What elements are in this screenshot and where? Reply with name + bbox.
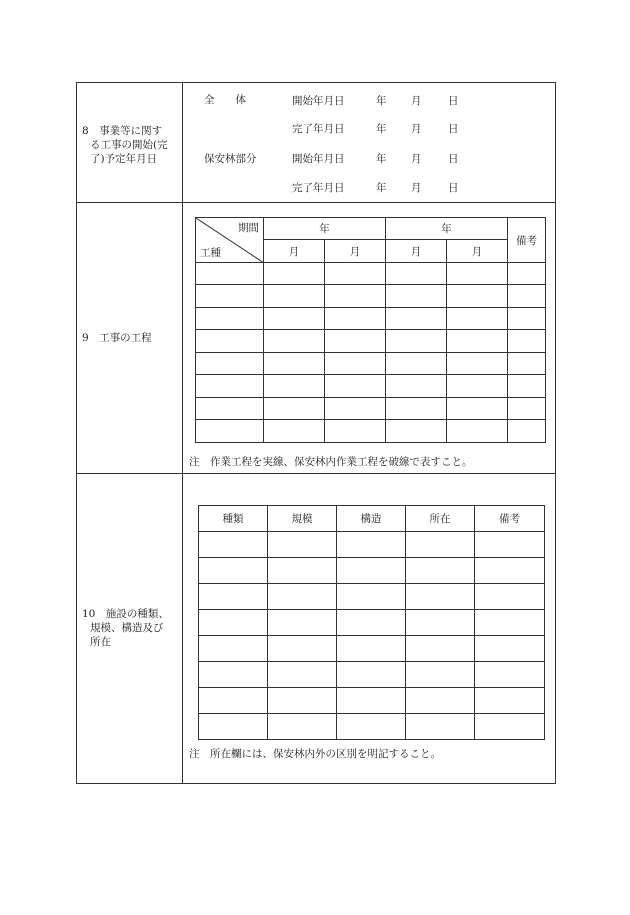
table-cell[interactable] xyxy=(475,610,545,636)
table-cell[interactable] xyxy=(475,714,545,740)
table-row xyxy=(199,558,545,584)
location-header: 所在 xyxy=(406,506,475,532)
table-cell[interactable] xyxy=(268,662,337,688)
group-label-forest: 保安林部分 xyxy=(204,153,257,165)
table-cell[interactable] xyxy=(508,398,546,420)
table-cell[interactable] xyxy=(199,532,268,558)
table-cell[interactable] xyxy=(196,263,264,285)
table-cell[interactable] xyxy=(199,714,268,740)
year-unit: 年 xyxy=(376,123,387,135)
table-row xyxy=(196,330,546,353)
table-cell[interactable] xyxy=(508,375,546,398)
table-row xyxy=(196,308,546,330)
table-cell[interactable] xyxy=(264,308,325,330)
section9-label: 9 工事の工程 xyxy=(82,332,152,344)
table-cell[interactable] xyxy=(199,610,268,636)
table-cell[interactable] xyxy=(325,330,386,353)
section10-label-line: 所在 xyxy=(90,636,111,648)
section-divider-8-9 xyxy=(76,202,556,203)
table-row xyxy=(199,714,545,740)
table-cell[interactable] xyxy=(386,308,447,330)
table-row xyxy=(199,688,545,714)
end-date-label: 完了年月日 xyxy=(292,123,345,135)
month-header: 月 xyxy=(264,240,325,263)
table-cell[interactable] xyxy=(325,285,386,308)
table-cell[interactable] xyxy=(508,420,546,443)
table-cell[interactable] xyxy=(475,584,545,610)
table-cell[interactable] xyxy=(199,636,268,662)
table-cell[interactable] xyxy=(264,353,325,375)
table-cell[interactable] xyxy=(268,610,337,636)
table-cell[interactable] xyxy=(268,636,337,662)
label-column-divider xyxy=(182,82,183,784)
schedule-table xyxy=(195,217,546,443)
year-header: 年 xyxy=(386,218,508,240)
table-cell[interactable] xyxy=(325,353,386,375)
table-cell[interactable] xyxy=(406,584,475,610)
structure-header: 構造 xyxy=(337,506,406,532)
table-row xyxy=(196,263,546,285)
table-cell[interactable] xyxy=(199,558,268,584)
section8-label-line: る工事の開始(完 xyxy=(90,139,168,151)
table-cell[interactable] xyxy=(337,714,406,740)
table-cell[interactable] xyxy=(337,584,406,610)
table-row xyxy=(199,584,545,610)
table-cell[interactable] xyxy=(406,662,475,688)
remarks-header: 備考 xyxy=(475,506,545,532)
table-cell[interactable] xyxy=(475,636,545,662)
month-unit: 月 xyxy=(411,182,422,194)
table-cell[interactable] xyxy=(337,558,406,584)
table-cell[interactable] xyxy=(508,285,546,308)
table-row xyxy=(196,285,546,308)
year-unit: 年 xyxy=(376,182,387,194)
table-cell[interactable] xyxy=(475,532,545,558)
table-cell[interactable] xyxy=(386,263,447,285)
table-cell[interactable] xyxy=(447,353,508,375)
table-cell[interactable] xyxy=(337,662,406,688)
year-unit: 年 xyxy=(376,153,387,165)
section10-note: 注 所在欄には、保安林内外の区別を明記すること。 xyxy=(189,748,441,760)
section-divider-9-10 xyxy=(76,473,556,474)
table-cell[interactable] xyxy=(447,398,508,420)
period-header: 期間 xyxy=(238,222,259,234)
table-cell[interactable] xyxy=(386,330,447,353)
table-cell[interactable] xyxy=(386,420,447,443)
table-cell[interactable] xyxy=(199,584,268,610)
type-header: 種類 xyxy=(199,506,268,532)
table-cell[interactable] xyxy=(447,375,508,398)
table-cell[interactable] xyxy=(325,263,386,285)
table-cell[interactable] xyxy=(199,662,268,688)
table-cell[interactable] xyxy=(386,375,447,398)
table-cell[interactable] xyxy=(337,636,406,662)
table-cell[interactable] xyxy=(386,285,447,308)
table-cell[interactable] xyxy=(406,714,475,740)
year-unit: 年 xyxy=(376,95,387,107)
month-unit: 月 xyxy=(411,95,422,107)
section8-label xyxy=(82,124,180,166)
table-cell[interactable] xyxy=(406,558,475,584)
table-cell[interactable] xyxy=(196,308,264,330)
table-cell[interactable] xyxy=(325,398,386,420)
table-cell[interactable] xyxy=(264,375,325,398)
start-date-label: 開始年月日 xyxy=(292,95,345,107)
table-cell[interactable] xyxy=(475,662,545,688)
section10-label-line: 規模、構造及び xyxy=(90,622,164,634)
table-cell[interactable] xyxy=(196,330,264,353)
table-cell[interactable] xyxy=(386,353,447,375)
table-cell[interactable] xyxy=(447,263,508,285)
table-cell[interactable] xyxy=(447,330,508,353)
month-header: 月 xyxy=(386,240,447,263)
start-date-label: 開始年月日 xyxy=(292,153,345,165)
table-row xyxy=(199,532,545,558)
table-cell[interactable] xyxy=(475,558,545,584)
table-cell[interactable] xyxy=(447,420,508,443)
table-cell[interactable] xyxy=(268,714,337,740)
table-cell[interactable] xyxy=(337,688,406,714)
table-cell[interactable] xyxy=(268,532,337,558)
table-cell[interactable] xyxy=(196,375,264,398)
day-unit: 日 xyxy=(448,123,459,135)
section10-label xyxy=(82,607,180,649)
table-cell[interactable] xyxy=(406,688,475,714)
day-unit: 日 xyxy=(448,182,459,194)
diagonal-header-cell xyxy=(196,218,264,263)
table-row xyxy=(199,636,545,662)
table-cell[interactable] xyxy=(508,330,546,353)
end-date-label: 完了年月日 xyxy=(292,182,345,194)
table-cell[interactable] xyxy=(264,285,325,308)
table-cell[interactable] xyxy=(406,610,475,636)
table-cell[interactable] xyxy=(337,610,406,636)
table-cell[interactable] xyxy=(268,558,337,584)
table-cell[interactable] xyxy=(406,532,475,558)
table-cell[interactable] xyxy=(447,308,508,330)
section8-label-line: 8 事業等に関す xyxy=(82,125,163,137)
table-cell[interactable] xyxy=(196,420,264,443)
table-row xyxy=(199,610,545,636)
table-cell[interactable] xyxy=(196,285,264,308)
table-cell[interactable] xyxy=(508,308,546,330)
section10-label-line: 10 施設の種類、 xyxy=(82,608,169,620)
table-cell[interactable] xyxy=(264,263,325,285)
month-header: 月 xyxy=(325,240,386,263)
month-unit: 月 xyxy=(411,123,422,135)
scale-header: 規模 xyxy=(268,506,337,532)
table-cell[interactable] xyxy=(199,688,268,714)
table-cell[interactable] xyxy=(196,398,264,420)
table-row xyxy=(196,353,546,375)
table-cell[interactable] xyxy=(264,420,325,443)
table-cell[interactable] xyxy=(337,532,406,558)
table-cell[interactable] xyxy=(264,330,325,353)
section8-label-line: 了)予定年月日 xyxy=(90,153,158,165)
table-cell[interactable] xyxy=(264,398,325,420)
table-cell[interactable] xyxy=(508,263,546,285)
table-row xyxy=(199,662,545,688)
table-cell[interactable] xyxy=(268,688,337,714)
day-unit: 日 xyxy=(448,95,459,107)
facility-table xyxy=(198,505,545,740)
work-type-header: 工種 xyxy=(200,247,221,259)
table-cell[interactable] xyxy=(325,308,386,330)
table-cell[interactable] xyxy=(475,688,545,714)
group-label-overall: 全 体 xyxy=(204,94,246,106)
table-cell[interactable] xyxy=(447,285,508,308)
month-header: 月 xyxy=(447,240,508,263)
section9-note: 注 作業工程を実線、保安林内作業工程を破線で表すこと。 xyxy=(189,456,473,468)
day-unit: 日 xyxy=(448,153,459,165)
table-cell[interactable] xyxy=(325,420,386,443)
table-row xyxy=(196,375,546,398)
year-header: 年 xyxy=(264,218,386,240)
table-row xyxy=(196,398,546,420)
table-cell[interactable] xyxy=(508,353,546,375)
table-cell[interactable] xyxy=(386,398,447,420)
table-cell[interactable] xyxy=(268,584,337,610)
month-unit: 月 xyxy=(411,153,422,165)
table-cell[interactable] xyxy=(325,375,386,398)
remarks-header: 備考 xyxy=(508,218,546,263)
table-cell[interactable] xyxy=(406,636,475,662)
table-row xyxy=(196,420,546,443)
table-cell[interactable] xyxy=(196,353,264,375)
